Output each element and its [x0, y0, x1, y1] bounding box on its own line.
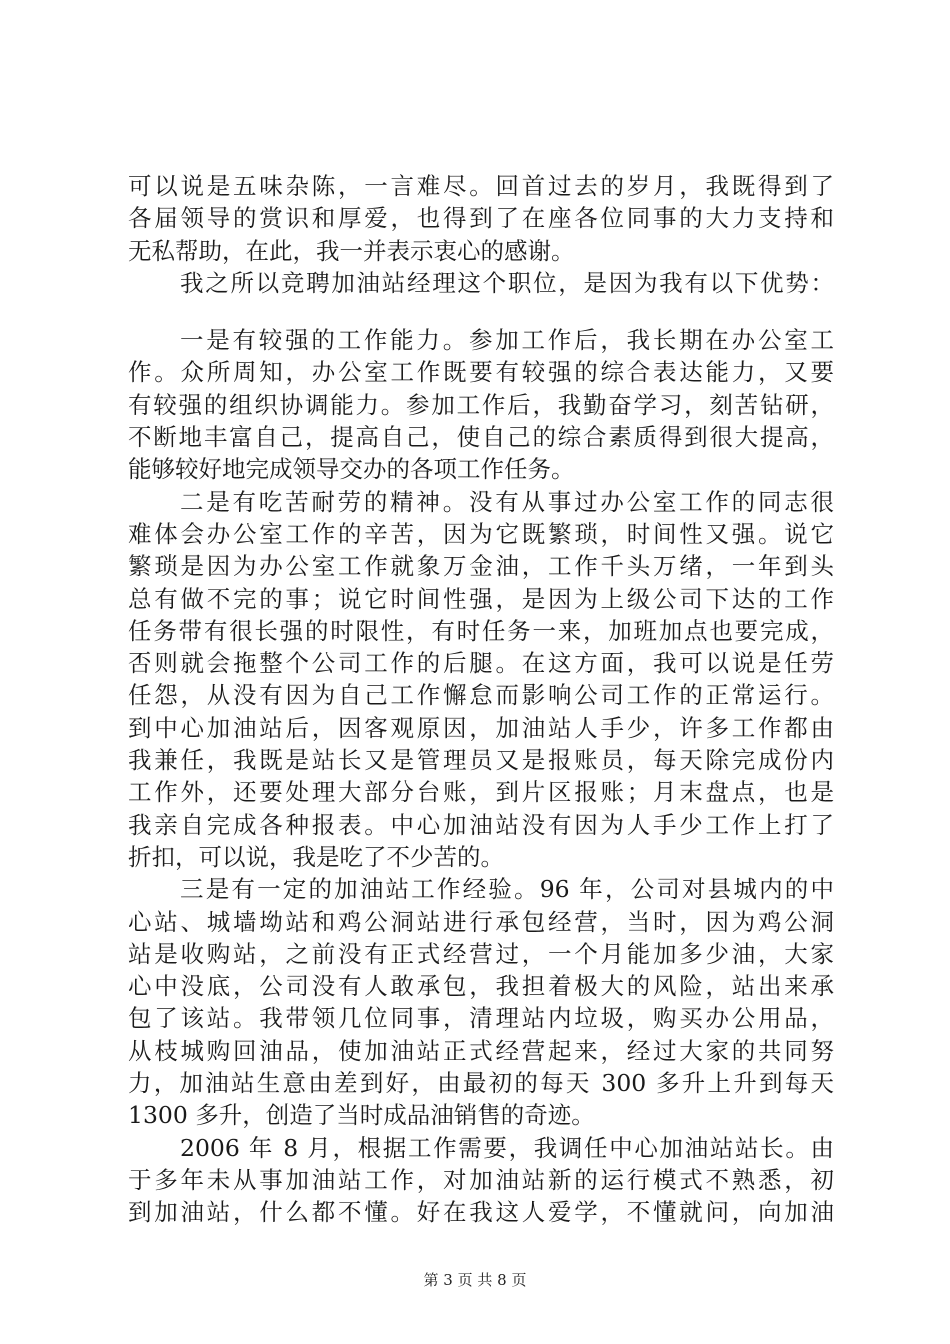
text-line: 各届领导的赏识和厚爱，也得到了在座各位同事的大力支持和 [128, 204, 834, 233]
text-line: 心站、城墙坳站和鸡公洞站进行承包经营，当时，因为鸡公洞 [128, 907, 834, 936]
text-line: 我亲自完成各种报表。中心加油站没有因为人手少工作上打了 [128, 810, 834, 839]
text-line: 1300 多升，创造了当时成品油销售的奇迹。 [128, 1101, 595, 1130]
text-line: 心中没底，公司没有人敢承包，我担着极大的风险，站出来承 [128, 972, 834, 1001]
text-line: 能够较好地完成领导交办的各项工作任务。 [128, 455, 575, 484]
page-number: 第 3 页 共 8 页 [423, 1271, 527, 1289]
paragraph-gap [128, 299, 834, 324]
page-footer [0, 1270, 950, 1290]
text-line: 2006 年 8 月，根据工作需要，我调任中心加油站站长。由 [180, 1133, 834, 1162]
text-line: 否则就会拖整个公司工作的后腿。在这方面，我可以说是任劳 [128, 649, 834, 678]
text-line: 站是收购站，之前没有正式经营过，一个月能加多少油，大家 [128, 939, 834, 968]
text-line: 不断地丰富自己，提高自己，使自己的综合素质得到很大提高， [128, 423, 834, 452]
text-line: 有较强的组织协调能力。参加工作后，我勤奋学习，刻苦钻研， [128, 390, 834, 419]
text-line: 我之所以竞聘加油站经理这个职位，是因为我有以下优势： [180, 268, 834, 297]
text-line: 作。众所周知，办公室工作既要有较强的综合表达能力，又要 [128, 358, 834, 387]
text-line: 三是有一定的加油站工作经验。96 年，公司对县城内的中 [180, 875, 834, 904]
text-line: 无私帮助，在此，我一并表示衷心的感谢。 [128, 236, 575, 265]
text-line: 难体会办公室工作的辛苦，因为它既繁琐，时间性又强。说它 [128, 519, 834, 548]
text-line: 二是有吃苦耐劳的精神。没有从事过办公室工作的同志很 [180, 487, 834, 516]
body-text [128, 170, 834, 1229]
text-line: 包了该站。我带领几位同事，清理站内垃圾，购买办公用品， [128, 1004, 834, 1033]
text-line: 一是有较强的工作能力。参加工作后，我长期在办公室工 [180, 326, 834, 355]
text-line: 总有做不完的事；说它时间性强，是因为上级公司下达的工作 [128, 584, 834, 613]
text-line: 任怨，从没有因为自己工作懈怠而影响公司工作的正常运行。 [128, 681, 834, 710]
text-line: 到加油站，什么都不懂。好在我这人爱学，不懂就问，向加油 [128, 1198, 834, 1227]
text-line: 力，加油站生意由差到好，由最初的每天 300 多升上升到每天 [128, 1069, 834, 1098]
text-line: 折扣，可以说，我是吃了不少苦的。 [128, 842, 504, 871]
text-line: 工作外，还要处理大部分台账，到片区报账；月末盘点，也是 [128, 778, 834, 807]
text-line: 从枝城购回油品，使加油站正式经营起来，经过大家的共同努 [128, 1036, 834, 1065]
text-line: 到中心加油站后，因客观原因，加油站人手少，许多工作都由 [128, 713, 834, 742]
text-line: 我兼任，我既是站长又是管理员又是报账员，每天除完成份内 [128, 746, 834, 775]
text-line: 繁琐是因为办公室工作就象万金油，工作千头万绪，一年到头 [128, 552, 834, 581]
text-line: 于多年未从事加油站工作，对加油站新的运行模式不熟悉，初 [128, 1165, 834, 1194]
text-line: 任务带有很长强的时限性，有时任务一来，加班加点也要完成， [128, 616, 834, 645]
text-line: 可以说是五味杂陈，一言难尽。回首过去的岁月，我既得到了 [128, 172, 834, 200]
